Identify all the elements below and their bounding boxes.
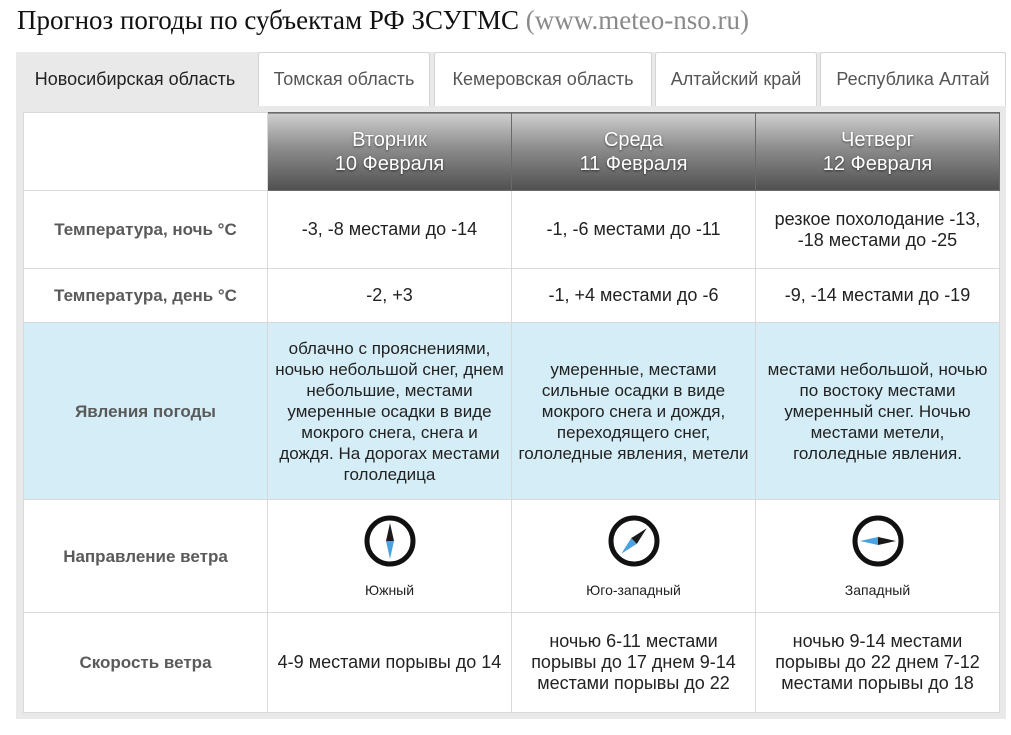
tab-altai-republic[interactable] [820, 52, 1006, 106]
day-date: 11 Февраля [579, 152, 688, 175]
row-temp-day [24, 269, 1000, 323]
tab-label: Республика Алтай [836, 69, 990, 89]
forecast-table [23, 112, 1000, 713]
wind-dir-text: Южный [364, 581, 415, 598]
tab-tomsk[interactable] [258, 52, 430, 106]
wind-speed-cell: ночью 6-11 местами порывы до 17 днем 9-14 местами порывы до 22 [512, 613, 756, 713]
temp-night-cell: -1, -6 местами до -11 [512, 191, 756, 269]
temp-day-cell: -1, +4 местами до -6 [512, 269, 756, 323]
phenomena-cell: облачно с прояснениями, ночью небольшой снег, днем небольшие, местами умеренные осадки в виде мокрого снега, снега и дождя. На дорогах местами гололедица [268, 323, 512, 500]
wind-speed-cell: 4-9 местами порывы до 14 [268, 613, 512, 713]
temp-day-cell: -9, -14 местами до -19 [756, 269, 1000, 323]
temp-night-cell: -3, -8 местами до -14 [268, 191, 512, 269]
day-header [268, 113, 512, 191]
compass-west-icon [849, 512, 907, 570]
day-weekday: Среда [603, 128, 664, 151]
tab-label: Алтайский край [670, 69, 802, 89]
row-wind-speed [24, 613, 1000, 713]
day-weekday: Вторник [352, 128, 427, 151]
tab-label: Новосибирская область [34, 69, 236, 89]
row-label: Температура, день °C [24, 269, 268, 323]
header-row [24, 113, 1000, 191]
site-url: (www.meteo-nso.ru) [525, 5, 749, 35]
wind-dir-cell [268, 500, 512, 613]
day-date: 10 Февраля [334, 152, 445, 175]
tab-kemerovo[interactable] [434, 52, 652, 106]
phenomena-cell: умеренные, местами сильные осадки в виде мокрого снега и дождя, переходящего снег, гололедные явления, метели [512, 323, 756, 500]
wind-dir-text: Западный [844, 581, 911, 598]
tab-novosibirsk[interactable] [16, 52, 254, 106]
row-label: Скорость ветра [24, 613, 268, 713]
header-corner [24, 113, 268, 191]
day-date: 12 Февраля [822, 152, 933, 175]
tab-altai-krai[interactable] [655, 52, 817, 106]
row-label: Явления погоды [24, 323, 268, 500]
wind-dir-text: Юго-западный [586, 581, 681, 598]
page-title-text: Прогноз погоды по субъектам РФ ЗСУГМС [17, 5, 520, 35]
day-header [756, 113, 1000, 191]
wind-dir-cell [512, 500, 756, 613]
day-weekday: Четверг [841, 128, 914, 151]
row-label: Направление ветра [24, 500, 268, 613]
compass-southwest-icon [605, 512, 663, 570]
day-header [512, 113, 756, 191]
tab-label: Кемеровская область [452, 69, 634, 89]
wind-speed-cell: ночью 9-14 местами порывы до 22 днем 7-12 местами порывы до 18 [756, 613, 1000, 713]
wind-dir-cell [756, 500, 1000, 613]
page-title [17, 5, 749, 36]
tab-label: Томская область [273, 69, 415, 89]
phenomena-cell: местами небольшой, ночью по востоку местами умеренный снег. Ночью местами метели, гололедные явления. [756, 323, 1000, 500]
row-phenomena [24, 323, 1000, 500]
temp-night-cell: резкое похолодание -13, -18 местами до -25 [756, 191, 1000, 269]
row-temp-night [24, 191, 1000, 269]
temp-day-cell: -2, +3 [268, 269, 512, 323]
row-wind-direction [24, 500, 1000, 613]
row-label: Температура, ночь °C [24, 191, 268, 269]
compass-south-icon [361, 512, 419, 570]
